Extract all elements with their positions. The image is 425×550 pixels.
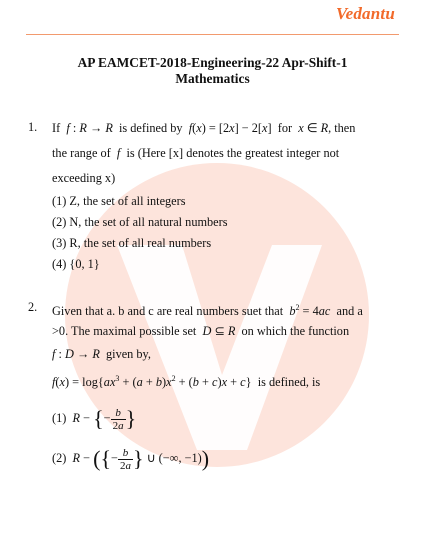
question-2-function: $f(x) = \log\{ax^3 + (a + b)x^2 + (b + c)x + c\}$ is defined, is xyxy=(52,374,321,390)
question-2-line-2: >0. The maximal possible set D ⊆ R on which the function xyxy=(52,324,350,338)
question-2-number: 2. xyxy=(28,300,38,314)
question-1-option-2: (2) N, the set of all natural numbers xyxy=(52,215,228,229)
page-title xyxy=(0,55,425,87)
question-1-line-2: the range of f is (Here [x] denotes the greatest integer not xyxy=(52,146,340,160)
question-1-line-1: If f : R → R is defined by f(x) = [2x] − 2[x] for x ∈ R, then xyxy=(52,121,356,135)
exam-title: AP EAMCET-2018-Engineering-22 Apr-Shift-1 xyxy=(77,55,348,70)
question-2-option-1: (1) R − {− $\frac{b}{2a}$ } xyxy=(52,406,137,432)
question-1-option-3: (3) R, the set of all real numbers xyxy=(52,236,212,250)
question-1-number: 1. xyxy=(28,120,38,134)
question-1-option-4: (4) {0, 1} xyxy=(52,257,100,271)
subject-title: Mathematics xyxy=(175,71,250,86)
question-1-option-1: (1) Z, the set of all integers xyxy=(52,194,186,208)
question-2-option-2: (2) R − ({− $\frac{b}{2a}$ } ∪ (−∞, −1)) xyxy=(52,446,210,472)
question-2-line-3: f : D → R given by, xyxy=(52,347,151,361)
question-2-line-1: Given that a. b and c are real numbers suet that $b^2 = 4ac$ and a xyxy=(52,303,363,319)
vedantu-logo: Vedantu xyxy=(335,4,395,23)
question-1-line-3: exceeding x) xyxy=(52,171,116,185)
header-divider xyxy=(26,34,399,35)
